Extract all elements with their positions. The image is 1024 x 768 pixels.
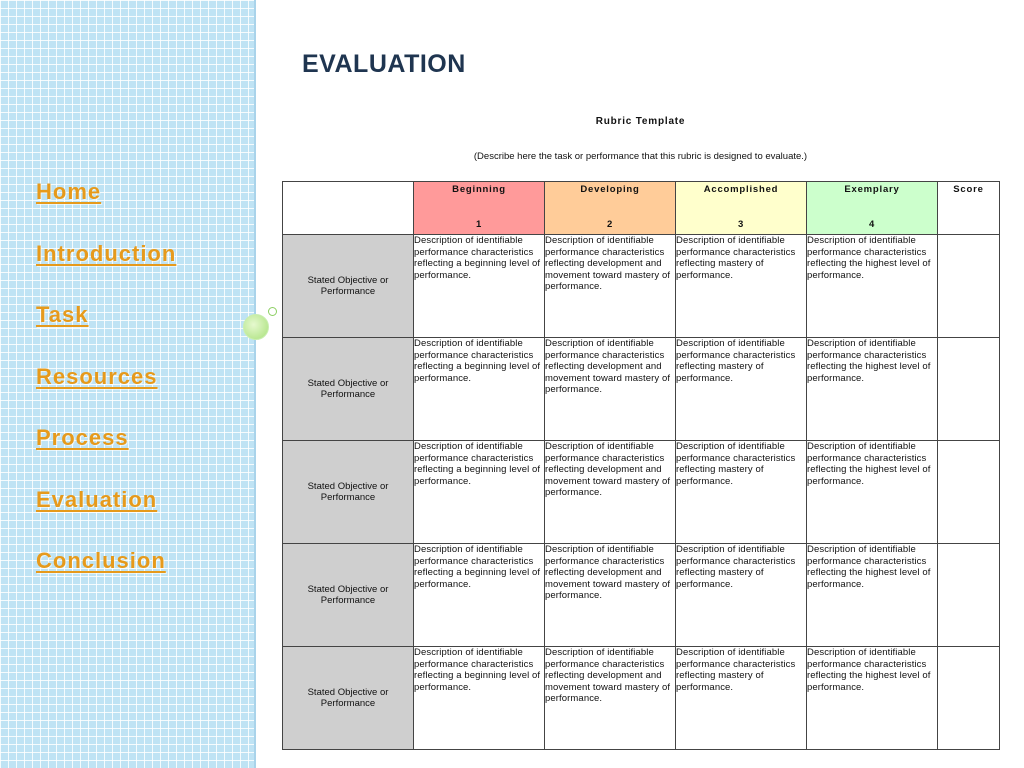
accomplished-description: Description of identifiable performance characteristics reflecting mastery of performance.	[676, 441, 807, 544]
beginning-description: Description of identifiable performance characteristics reflecting a beginning level of performance.	[414, 544, 545, 647]
exemplary-description: Description of identifiable performance characteristics reflecting the highest level of performance.	[807, 544, 938, 647]
column-header-label: Exemplary	[844, 184, 900, 195]
sidebar-nav	[36, 176, 176, 607]
column-header-number: 1	[475, 219, 483, 230]
beginning-description: Description of identifiable performance characteristics reflecting a beginning level of performance.	[414, 235, 545, 338]
column-header-number: 2	[606, 219, 614, 230]
score-cell[interactable]	[938, 544, 1000, 647]
nav-link-home[interactable]: Home	[36, 179, 102, 204]
score-cell[interactable]	[938, 235, 1000, 338]
nav-link-process[interactable]: Process	[36, 425, 129, 450]
rubric-header-row	[283, 182, 1000, 235]
rubric-title: Rubric Template	[595, 116, 686, 127]
score-cell[interactable]	[938, 441, 1000, 544]
developing-description: Description of identifiable performance characteristics reflecting development and movement toward mastery of performance.	[545, 235, 676, 338]
row-label: Stated Objective or Performance	[283, 235, 414, 338]
column-header-exemplary	[807, 182, 938, 235]
beginning-description: Description of identifiable performance characteristics reflecting a beginning level of performance.	[414, 338, 545, 441]
column-header-beginning	[414, 182, 545, 235]
page-title: EVALUATION	[302, 50, 466, 78]
nav-link-task[interactable]: Task	[36, 302, 89, 327]
column-header-developing	[545, 182, 676, 235]
column-header-number: 4	[868, 219, 876, 230]
exemplary-description: Description of identifiable performance characteristics reflecting the highest level of performance.	[807, 441, 938, 544]
nav-link-evaluation[interactable]: Evaluation	[36, 486, 158, 512]
accomplished-description: Description of identifiable performance characteristics reflecting mastery of performance.	[676, 544, 807, 647]
rubric-table	[282, 181, 1000, 750]
score-cell[interactable]	[938, 647, 1000, 750]
row-label: Stated Objective or Performance	[283, 544, 414, 647]
rubric-row	[283, 235, 1000, 338]
developing-description: Description of identifiable performance characteristics reflecting development and movement toward mastery of performance.	[545, 647, 676, 750]
nav-link-conclusion[interactable]: Conclusion	[36, 548, 166, 573]
beginning-description: Description of identifiable performance characteristics reflecting a beginning level of performance.	[414, 441, 545, 544]
column-header-label: Beginning	[452, 184, 506, 195]
developing-description: Description of identifiable performance characteristics reflecting development and movement toward mastery of performance.	[545, 544, 676, 647]
rubric-row	[283, 338, 1000, 441]
row-label: Stated Objective or Performance	[283, 647, 414, 750]
nav-link-introduction[interactable]: Introduction	[36, 240, 177, 266]
rubric-row	[283, 544, 1000, 647]
rubric-subtitle: (Describe here the task or performance that this rubric is designed to evaluate.)	[473, 151, 808, 162]
column-header-accomplished	[676, 182, 807, 235]
column-header-score	[938, 182, 1000, 235]
row-label: Stated Objective or Performance	[283, 441, 414, 544]
rubric-row	[283, 441, 1000, 544]
exemplary-description: Description of identifiable performance characteristics reflecting the highest level of performance.	[807, 647, 938, 750]
score-cell[interactable]	[938, 338, 1000, 441]
column-header-label: Accomplished	[703, 184, 779, 195]
accomplished-description: Description of identifiable performance characteristics reflecting mastery of performance.	[676, 235, 807, 338]
nav-link-resources[interactable]: Resources	[36, 363, 158, 389]
decorative-bubble-small	[268, 307, 277, 316]
exemplary-description: Description of identifiable performance characteristics reflecting the highest level of performance.	[807, 235, 938, 338]
column-header-label: Developing	[580, 184, 640, 195]
rubric-row	[283, 647, 1000, 750]
accomplished-description: Description of identifiable performance characteristics reflecting mastery of performance.	[676, 647, 807, 750]
column-header-number: 3	[737, 219, 745, 230]
beginning-description: Description of identifiable performance characteristics reflecting a beginning level of performance.	[414, 647, 545, 750]
row-label: Stated Objective or Performance	[283, 338, 414, 441]
decorative-bubble-large	[243, 314, 269, 340]
accomplished-description: Description of identifiable performance characteristics reflecting mastery of performance.	[676, 338, 807, 441]
developing-description: Description of identifiable performance characteristics reflecting development and movement toward mastery of performance.	[545, 338, 676, 441]
exemplary-description: Description of identifiable performance characteristics reflecting the highest level of performance.	[807, 338, 938, 441]
column-header-label: Score	[953, 184, 984, 195]
rubric-corner-cell	[283, 182, 414, 235]
developing-description: Description of identifiable performance characteristics reflecting development and movement toward mastery of performance.	[545, 441, 676, 544]
sidebar	[0, 0, 256, 768]
